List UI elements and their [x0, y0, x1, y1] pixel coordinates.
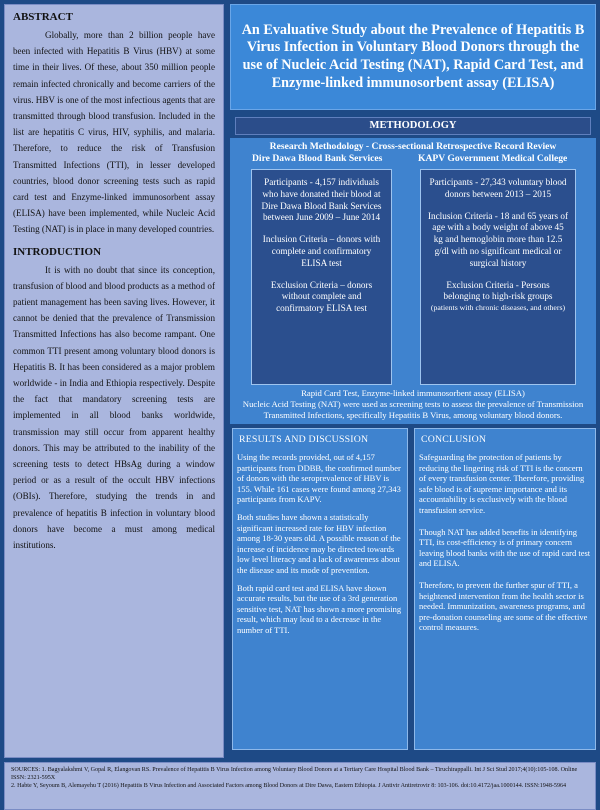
results-paragraph-1: Using the records provided, out of 4,157 participants from DDBB, the confirmed number of donors with the seroprevalence of HBV is 155. While 161 cases were found among 27,343 participants from KAPV.	[237, 452, 401, 505]
kapv-criteria-box	[420, 169, 576, 385]
results-paragraph-2: Both studies have shown a statistically significant increased rate for HBV infection among 18-30 years old. A possible reason of the increase of incidence may be directed towards low level literacy and a lack of awareness about the disease and its mode of prevention.	[237, 511, 401, 575]
poster-title: An Evaluative Study about the Prevalence of Hepatitis B Virus Infection in Voluntary Blood Donors through the use of Nucleic Acid Testing (NAT), Rapid Card Test, and Enzyme-linked immunosorbent assay (ELISA)	[230, 4, 596, 110]
results-paragraph-3: Both rapid card test and ELISA have shown accurate results, but the use of a 3rd generation sensitive test, NAT has shown a more promising result, which may lead to a decrease in the number of TTI.	[237, 582, 402, 635]
results-heading: RESULTS AND DISCUSSION	[239, 434, 369, 445]
introduction-heading: INTRODUCTION	[13, 245, 102, 258]
kapv-exclusion-note: (patients with chronic diseases, and others)	[430, 303, 566, 313]
conclusion-heading: CONCLUSION	[421, 434, 487, 445]
methodology-heading: METHODOLOGY	[235, 117, 591, 135]
site-kapv: KAPV Government Medical College	[418, 153, 568, 164]
screening-tests-description: Nucleic Acid Testing (NAT) were used as screening tests to assess the prevalence of Transmission Transmitted Infections, specifically Hepatitis B Virus, among voluntary blood donors.	[242, 398, 584, 420]
conclusion-paragraph-1: Safeguarding the protection of patients by reducing the lingering risk of TTI is the concern of every transfusion center. Therefore, providing safe blood is of supreme importance and its accountability is exclusively with the blood transfusion service.	[419, 452, 585, 515]
conclusion-paragraph-2: Though NAT has added benefits in identifying TTI, its cost-efficiency is of primary concern leaving blood banks with the use of rapid card test and ELISA.	[419, 526, 591, 569]
kapv-participants: Participants - 27,343 voluntary blood donors between 2013 – 2015	[429, 177, 567, 199]
methodology-footer	[238, 388, 588, 420]
research-methodology-title: Research Methodology - Cross-sectional Retrospective Record Review	[269, 141, 557, 152]
results-panel	[232, 428, 408, 750]
source-1: SOURCES: 1. Bagyalakshmi V, Gopal R, Elangovan RS. Prevalence of Hepatitis B Virus Infection among Voluntary Blood Donors at a Tertiary Care Hospital Blood Bank – Tiruchirappalli. Int J Sci Stud 2017;4(10):105-108. Online ISSN: 2321-595X	[11, 767, 578, 782]
dire-dawa-exclusion: Exclusion Criteria – donors without complete and confirmatory ELISA test	[270, 279, 373, 314]
screening-tests-line: Rapid Card Test, Enzyme-linked immunosorbent assay (ELISA)	[301, 388, 525, 398]
dire-dawa-participants: Participants - 4,157 individuals who have donated their blood at Dire Dawa Blood Bank Services between June 2009 – June 2014	[261, 177, 382, 223]
source-2: 2. Habte Y, Seyoum B, Alemayehu T (2016) Hepatitis B Virus Infection and Associated Factors among Blood Donors at Dire Dawa, Eastern Ethiopia. J Antivir Antiretrovir 8: 103-106. doi:10.4172/jaa.1000144. ISSN:1948-5964	[11, 783, 567, 790]
abstract-heading: ABSTRACT	[13, 11, 73, 23]
site-dire-dawa: Dire Dawa Blood Bank Services	[252, 153, 383, 164]
kapv-inclusion: Inclusion Criteria - 18 and 65 years of age with a body weight of above 45 kg and hemoglobin more than 12.5 g/dl with no significant medical or surgical history	[427, 210, 569, 268]
dire-dawa-inclusion: Inclusion Criteria – donors with complete and confirmatory ELISA test	[262, 234, 381, 268]
sources-panel	[4, 762, 596, 810]
left-column	[4, 4, 224, 758]
kapv-exclusion: Exclusion Criteria - Persons belonging to high-risk groups	[443, 279, 553, 302]
abstract-text: Globally, more than 2 billion people have been infected with Hepatitis B Virus (HBV) at some time in their lives. Of these, about 350 million people remain infected chronically and become carriers of the virus. HBV is one of the most infectious agents that are transmitted through blood transfusion. Included in the list are hepatitis C virus, HIV, syphilis, and malaria. Therefore, to reduce the risk of Transfusion Transmitted Infections (TTI), in lesser developed countries, blood donor screening tests such as rapid card test and Enzyme-linked immunosorbent assay (ELISA) have been implemented, while Nucleic Acid Testing (NAT) is in place in many developed countries.	[13, 30, 215, 235]
conclusion-paragraph-3: Therefore, to prevent the further spur of TTI, a heightened intervention from the health sector is needed. Immunization, awareness programs, and pre-donation counseling are some of the effective control measures.	[419, 579, 588, 633]
dire-dawa-criteria-box	[251, 169, 392, 385]
introduction-text: It is with no doubt that since its conception, transfusion of blood and blood products as a method of patient management has been saving lives. However, it cannot be denied that the prevalence of Transmission Transmitted Infections has also become rampant. One common TTI present among voluntary blood donors is Hepatitis B. It has been considered as a major problem worldwide - in India and Ethiopia respectively. Despite the fact that mandatory screening tests are implemented in all blood banks worldwide, transmission may still occur from apparent healthy donors. This may be attributed to the inability of the screening tests to detect HBsAg during a window period or as a result of the occult HBV infections (OBIs). Therefore, studying the trends in and prevalence of hepatitis B infection in voluntary blood donors have become a must among medical institutions.	[13, 264, 215, 551]
conclusion-panel	[414, 428, 596, 750]
methodology-panel	[230, 138, 596, 424]
